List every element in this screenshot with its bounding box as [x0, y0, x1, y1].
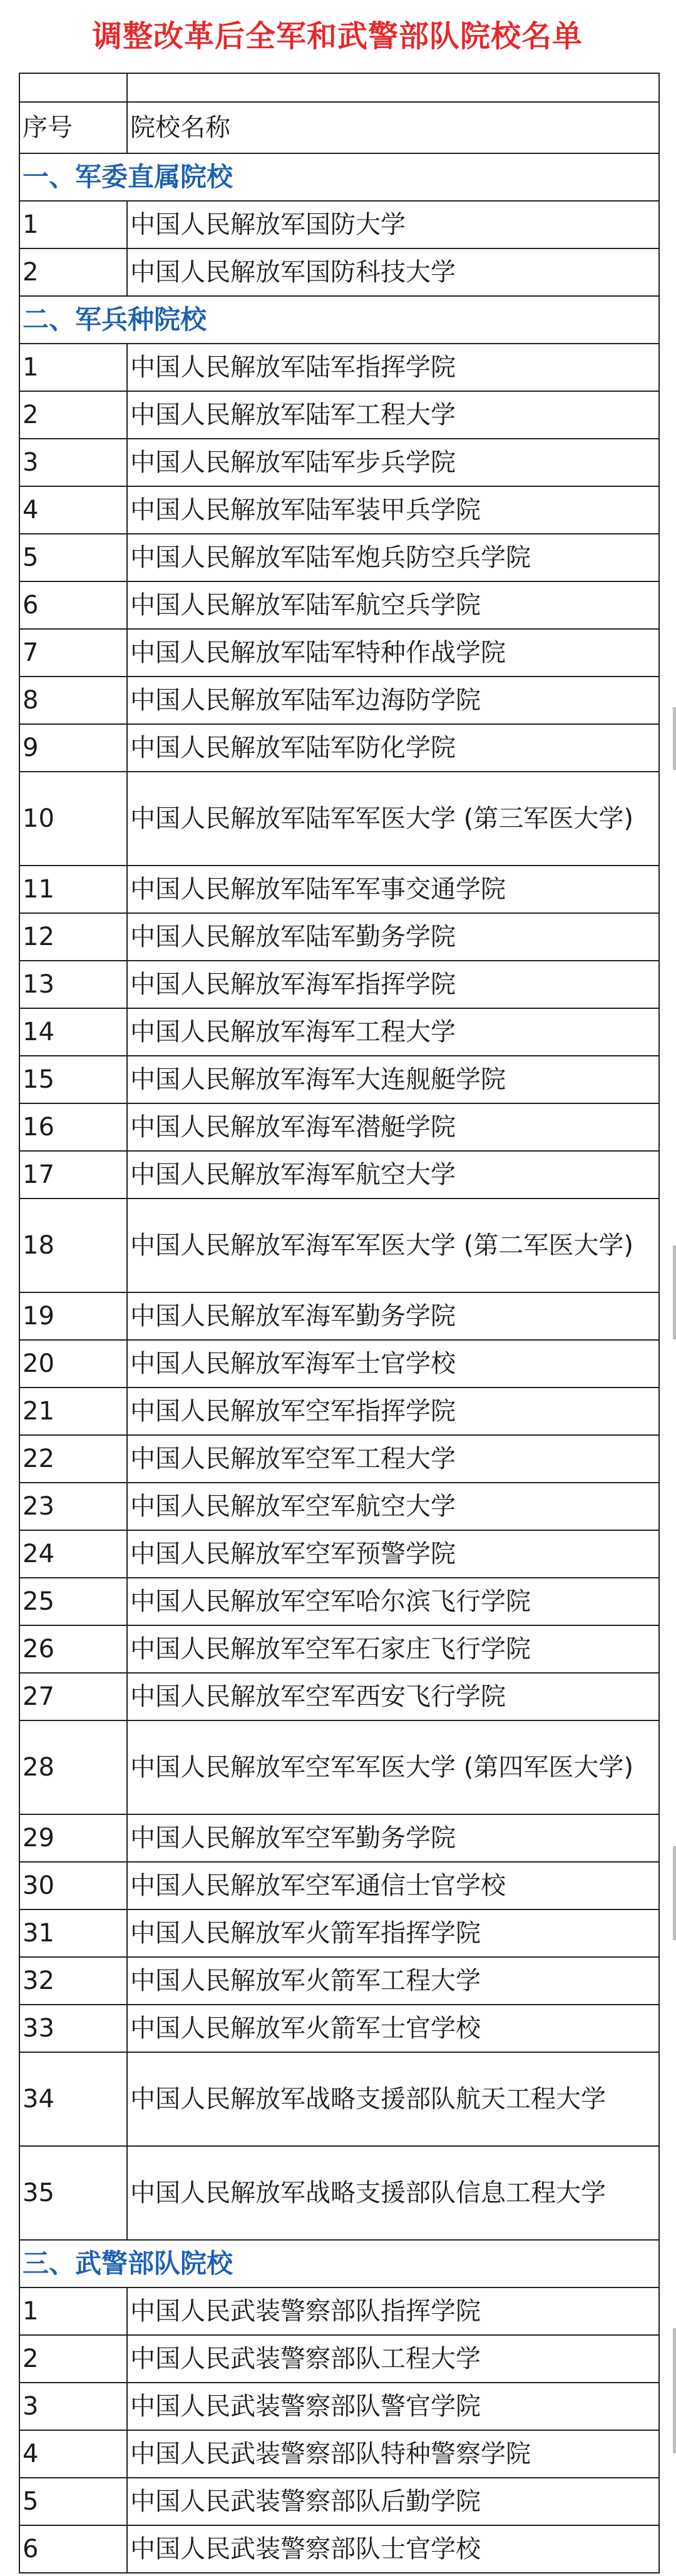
table-row	[19, 201, 659, 248]
row-index: 1	[19, 201, 127, 248]
academy-name: 中国人民解放军陆军防化学院	[127, 724, 659, 772]
academy-name: 中国人民解放军陆军航空兵学院	[127, 581, 659, 629]
row-index: 24	[19, 1530, 127, 1578]
table-row	[19, 391, 659, 439]
academy-name: 中国人民解放军空军军医大学 (第四军医大学)	[127, 1720, 659, 1814]
academy-name: 中国人民解放军空军西安飞行学院	[127, 1673, 659, 1720]
row-index: 1	[19, 2287, 127, 2335]
table-row	[19, 248, 659, 296]
section-heading: 一、军委直属院校	[19, 153, 659, 201]
row-index: 15	[19, 1056, 127, 1103]
row-index: 2	[19, 391, 127, 439]
blank-cell	[127, 73, 659, 102]
table-row	[19, 2287, 659, 2335]
row-index: 26	[19, 1625, 127, 1673]
section-heading-row	[19, 296, 659, 344]
row-index: 18	[19, 1199, 127, 1292]
row-index: 34	[19, 2052, 127, 2146]
table-row	[19, 2146, 659, 2240]
scrollbar-thumb[interactable]	[673, 2328, 676, 2453]
academy-name: 中国人民解放军海军勤务学院	[127, 1292, 659, 1340]
table-row	[19, 961, 659, 1008]
scrollbar-thumb[interactable]	[673, 707, 676, 770]
academy-name: 中国人民解放军陆军指挥学院	[127, 344, 659, 391]
row-index: 3	[19, 439, 127, 486]
table-row	[19, 1340, 659, 1388]
table-row	[19, 2335, 659, 2383]
table-row	[19, 1720, 659, 1814]
table-row	[19, 724, 659, 772]
table-row	[19, 486, 659, 534]
row-index: 17	[19, 1151, 127, 1199]
academy-name: 中国人民武装警察部队士官学校	[127, 2525, 659, 2573]
row-index: 25	[19, 1578, 127, 1625]
academy-name: 中国人民解放军空军航空大学	[127, 1483, 659, 1530]
academy-name: 中国人民解放军陆军炮兵防空兵学院	[127, 534, 659, 581]
table-row	[19, 2478, 659, 2525]
academy-name: 中国人民解放军空军工程大学	[127, 1435, 659, 1483]
table-row	[19, 1483, 659, 1530]
academy-name: 中国人民解放军空军哈尔滨飞行学院	[127, 1578, 659, 1625]
table-row	[19, 2052, 659, 2146]
header-name: 院校名称	[127, 102, 659, 153]
row-index: 4	[19, 2430, 127, 2478]
table-row	[19, 1578, 659, 1625]
row-index: 6	[19, 2525, 127, 2573]
academy-name: 中国人民解放军空军指挥学院	[127, 1388, 659, 1435]
row-index: 33	[19, 2005, 127, 2052]
table-row	[19, 1199, 659, 1292]
header-row	[19, 102, 659, 153]
academy-name: 中国人民解放军海军潜艇学院	[127, 1103, 659, 1151]
table-row	[19, 1388, 659, 1435]
table-row	[19, 344, 659, 391]
table-row	[19, 1957, 659, 2005]
academy-name: 中国人民解放军空军通信士官学校	[127, 1862, 659, 1909]
row-index: 2	[19, 2335, 127, 2383]
table-row	[19, 1625, 659, 1673]
academy-name: 中国人民解放军陆军军医大学 (第三军医大学)	[127, 772, 659, 866]
row-index: 13	[19, 961, 127, 1008]
academy-name: 中国人民解放军海军大连舰艇学院	[127, 1056, 659, 1103]
academy-name: 中国人民武装警察部队指挥学院	[127, 2287, 659, 2335]
table-row	[19, 1056, 659, 1103]
table-row	[19, 866, 659, 913]
row-index: 28	[19, 1720, 127, 1814]
academy-name: 中国人民解放军战略支援部队信息工程大学	[127, 2146, 659, 2240]
row-index: 10	[19, 772, 127, 866]
table-row	[19, 772, 659, 866]
academy-name: 中国人民解放军空军勤务学院	[127, 1814, 659, 1862]
academy-name: 中国人民解放军陆军军事交通学院	[127, 866, 659, 913]
table-row	[19, 2005, 659, 2052]
table-row	[19, 1008, 659, 1056]
table-row	[19, 534, 659, 581]
table-row	[19, 1909, 659, 1957]
academy-name: 中国人民解放军陆军工程大学	[127, 391, 659, 439]
table-row	[19, 1862, 659, 1909]
academy-name: 中国人民武装警察部队警官学院	[127, 2383, 659, 2430]
academy-name: 中国人民解放军陆军特种作战学院	[127, 629, 659, 677]
table-row	[19, 1151, 659, 1199]
row-index: 4	[19, 486, 127, 534]
row-index: 31	[19, 1909, 127, 1957]
scrollbar-thumb[interactable]	[673, 1846, 676, 1940]
academy-name: 中国人民解放军国防科技大学	[127, 248, 659, 296]
row-index: 27	[19, 1673, 127, 1720]
document-sheet	[19, 0, 656, 2573]
academy-name: 中国人民解放军陆军步兵学院	[127, 439, 659, 486]
academy-name: 中国人民解放军国防大学	[127, 201, 659, 248]
blank-cell	[19, 73, 127, 102]
row-index: 2	[19, 248, 127, 296]
row-index: 9	[19, 724, 127, 772]
row-index: 20	[19, 1340, 127, 1388]
academy-name: 中国人民解放军火箭军指挥学院	[127, 1909, 659, 1957]
academy-name: 中国人民解放军海军工程大学	[127, 1008, 659, 1056]
row-index: 29	[19, 1814, 127, 1862]
table-row	[19, 677, 659, 724]
row-index: 21	[19, 1388, 127, 1435]
scrollbar-thumb[interactable]	[673, 1245, 676, 1339]
row-index: 5	[19, 534, 127, 581]
row-index: 14	[19, 1008, 127, 1056]
table-row	[19, 2430, 659, 2478]
academy-table-body	[19, 73, 659, 2573]
academy-name: 中国人民解放军陆军勤务学院	[127, 913, 659, 961]
table-row	[19, 1530, 659, 1578]
row-index: 30	[19, 1862, 127, 1909]
table-row	[19, 581, 659, 629]
academy-table	[19, 73, 660, 2573]
row-index: 12	[19, 913, 127, 961]
page-title: 调整改革后全军和武警部队院校名单	[91, 19, 583, 54]
row-index: 3	[19, 2383, 127, 2430]
academy-name: 中国人民武装警察部队特种警察学院	[127, 2430, 659, 2478]
row-index: 6	[19, 581, 127, 629]
academy-name: 中国人民解放军海军军医大学 (第二军医大学)	[127, 1199, 659, 1292]
academy-name: 中国人民解放军战略支援部队航天工程大学	[127, 2052, 659, 2146]
academy-name: 中国人民解放军火箭军工程大学	[127, 1957, 659, 2005]
academy-name: 中国人民解放军空军石家庄飞行学院	[127, 1625, 659, 1673]
academy-name: 中国人民武装警察部队后勤学院	[127, 2478, 659, 2525]
table-row	[19, 1673, 659, 1720]
row-index: 35	[19, 2146, 127, 2240]
header-index: 序号	[19, 102, 127, 153]
row-index: 1	[19, 344, 127, 391]
academy-name: 中国人民解放军海军士官学校	[127, 1340, 659, 1388]
row-index: 5	[19, 2478, 127, 2525]
section-heading: 二、军兵种院校	[19, 296, 659, 344]
academy-name: 中国人民武装警察部队工程大学	[127, 2335, 659, 2383]
row-index: 11	[19, 866, 127, 913]
row-index: 16	[19, 1103, 127, 1151]
academy-name: 中国人民解放军火箭军士官学校	[127, 2005, 659, 2052]
row-index: 23	[19, 1483, 127, 1530]
academy-name: 中国人民解放军陆军装甲兵学院	[127, 486, 659, 534]
section-heading-row	[19, 2240, 659, 2287]
table-row	[19, 2525, 659, 2573]
table-row	[19, 2383, 659, 2430]
table-row	[19, 913, 659, 961]
academy-name: 中国人民解放军空军预警学院	[127, 1530, 659, 1578]
section-heading-row	[19, 153, 659, 201]
row-index: 22	[19, 1435, 127, 1483]
table-row	[19, 1103, 659, 1151]
academy-name: 中国人民解放军海军指挥学院	[127, 961, 659, 1008]
table-row	[19, 629, 659, 677]
table-row	[19, 1292, 659, 1340]
table-row	[19, 1814, 659, 1862]
table-row	[19, 1435, 659, 1483]
row-index: 7	[19, 629, 127, 677]
row-index: 32	[19, 1957, 127, 2005]
blank-row	[19, 73, 659, 102]
table-row	[19, 439, 659, 486]
row-index: 19	[19, 1292, 127, 1340]
academy-name: 中国人民解放军陆军边海防学院	[127, 677, 659, 724]
row-index: 8	[19, 677, 127, 724]
academy-name: 中国人民解放军海军航空大学	[127, 1151, 659, 1199]
section-heading: 三、武警部队院校	[19, 2240, 659, 2287]
